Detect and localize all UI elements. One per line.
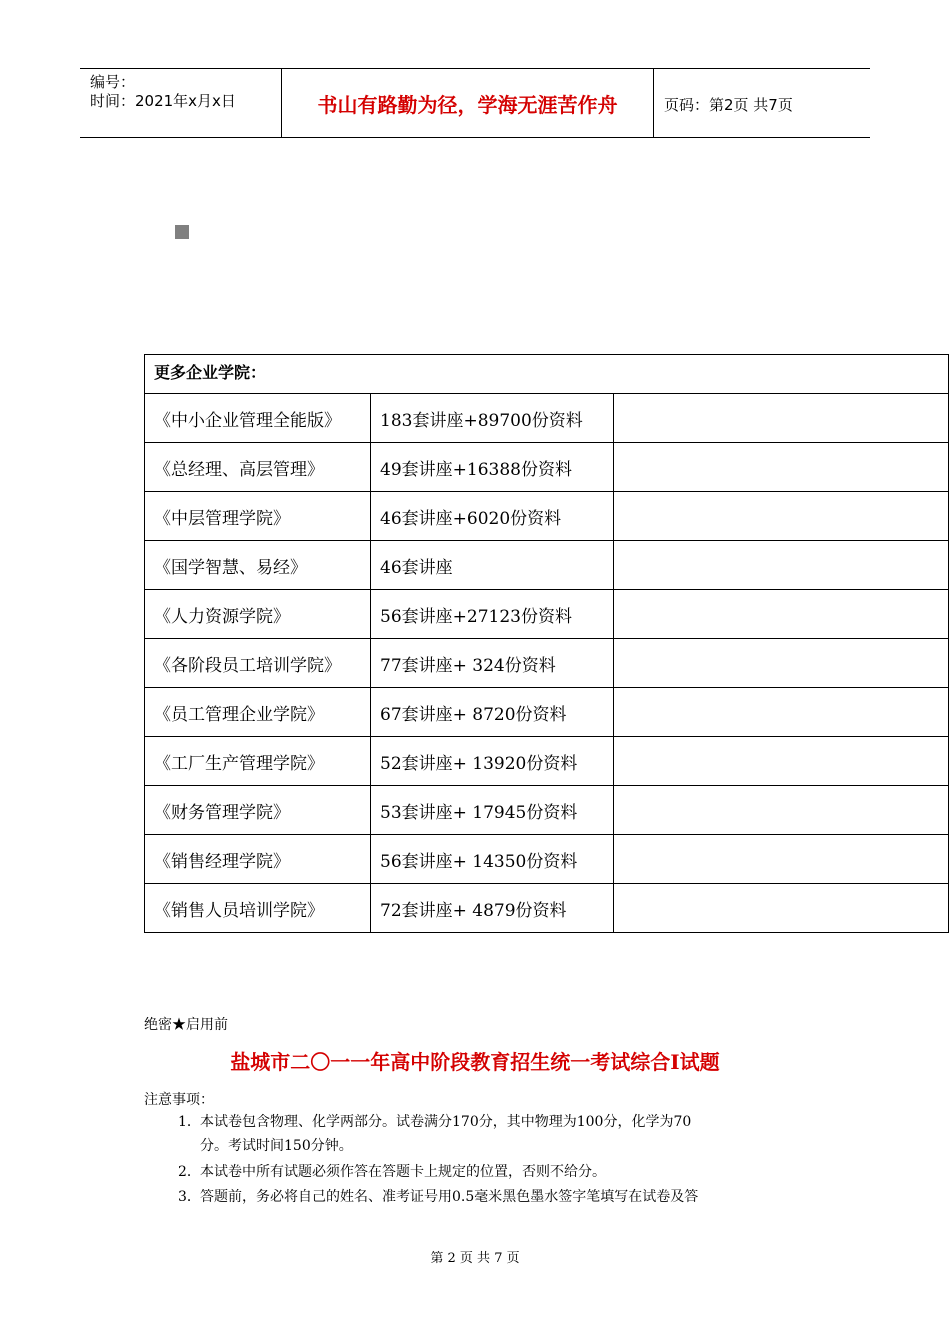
gray-square-icon xyxy=(175,225,189,239)
course-name: 《员工管理企业学院》 xyxy=(145,688,371,737)
table-row xyxy=(145,884,949,933)
course-detail: 46套讲座+6020份资料 xyxy=(371,492,614,541)
course-name: 《中小企业管理全能版》 xyxy=(145,394,371,443)
table-row xyxy=(145,835,949,884)
note-text: 本试卷中所有试题必须作答在答题卡上规定的位置，否则不给分。 xyxy=(200,1164,606,1180)
notes-heading: 注意事项： xyxy=(144,1092,214,1108)
table-row xyxy=(145,737,949,786)
course-table-heading: 更多企业学院： xyxy=(145,355,949,394)
course-empty-cell xyxy=(614,639,949,688)
course-detail: 56套讲座+ 14350份资料 xyxy=(371,835,614,884)
course-detail: 49套讲座+16388份资料 xyxy=(371,443,614,492)
course-detail: 46套讲座 xyxy=(371,541,614,590)
course-empty-cell xyxy=(614,590,949,639)
course-name: 《国学智慧、易经》 xyxy=(145,541,371,590)
table-row xyxy=(145,639,949,688)
table-row xyxy=(145,492,949,541)
course-name: 《各阶段员工培训学院》 xyxy=(145,639,371,688)
table-row xyxy=(145,394,949,443)
header-motto: 书山有路勤为径，学海无涯苦作舟 xyxy=(282,69,654,137)
table-row xyxy=(145,541,949,590)
note-item-3 xyxy=(178,1185,818,1209)
page-header xyxy=(80,68,870,138)
table-row xyxy=(145,443,949,492)
course-empty-cell xyxy=(614,884,949,933)
course-name: 《中层管理学院》 xyxy=(145,492,371,541)
course-empty-cell xyxy=(614,443,949,492)
exam-title: 盐城市二〇一一年高中阶段教育招生统一考试综合Ⅰ试题 xyxy=(230,1050,720,1074)
course-name: 《销售人员培训学院》 xyxy=(145,884,371,933)
course-name: 《工厂生产管理学院》 xyxy=(145,737,371,786)
note-item-1 xyxy=(178,1110,818,1158)
page-footer: 第 2 页 共 7 页 xyxy=(430,1251,520,1266)
note-item-2 xyxy=(178,1160,818,1184)
course-detail: 183套讲座+89700份资料 xyxy=(371,394,614,443)
course-name: 《人力资源学院》 xyxy=(145,590,371,639)
course-detail: 52套讲座+ 13920份资料 xyxy=(371,737,614,786)
course-detail: 77套讲座+ 324份资料 xyxy=(371,639,614,688)
course-name: 《总经理、高层管理》 xyxy=(145,443,371,492)
note-number: 2． xyxy=(178,1164,201,1180)
date-label: 时间：2021年x月x日 xyxy=(90,92,236,110)
header-page-number: 页码：第2页 共7页 xyxy=(664,96,793,114)
course-name: 《财务管理学院》 xyxy=(145,786,371,835)
table-row xyxy=(145,786,949,835)
table-row xyxy=(145,688,949,737)
course-empty-cell xyxy=(614,688,949,737)
serial-number-label: 编号： xyxy=(90,73,136,91)
course-detail: 72套讲座+ 4879份资料 xyxy=(371,884,614,933)
header-meta-cell xyxy=(80,69,282,137)
course-detail: 53套讲座+ 17945份资料 xyxy=(371,786,614,835)
course-empty-cell xyxy=(614,394,949,443)
note-number: 3． xyxy=(178,1189,201,1205)
course-empty-cell xyxy=(614,786,949,835)
note-text: 本试卷包含物理、化学两部分。试卷满分170分，其中物理为100分，化学为70 xyxy=(200,1114,692,1130)
course-table xyxy=(144,354,949,933)
course-detail: 56套讲座+27123份资料 xyxy=(371,590,614,639)
course-detail: 67套讲座+ 8720份资料 xyxy=(371,688,614,737)
table-row xyxy=(145,590,949,639)
course-empty-cell xyxy=(614,737,949,786)
course-empty-cell xyxy=(614,835,949,884)
course-name: 《销售经理学院》 xyxy=(145,835,371,884)
note-text-continued: 分。考试时间150分钟。 xyxy=(200,1138,353,1154)
confidential-label: 绝密★启用前 xyxy=(144,1017,228,1033)
course-table-heading-row xyxy=(145,355,949,394)
course-empty-cell xyxy=(614,492,949,541)
course-empty-cell xyxy=(614,541,949,590)
note-text: 答题前，务必将自己的姓名、准考证号用0.5毫米黑色墨水签字笔填写在试卷及答 xyxy=(200,1189,699,1205)
note-number: 1． xyxy=(178,1114,201,1130)
